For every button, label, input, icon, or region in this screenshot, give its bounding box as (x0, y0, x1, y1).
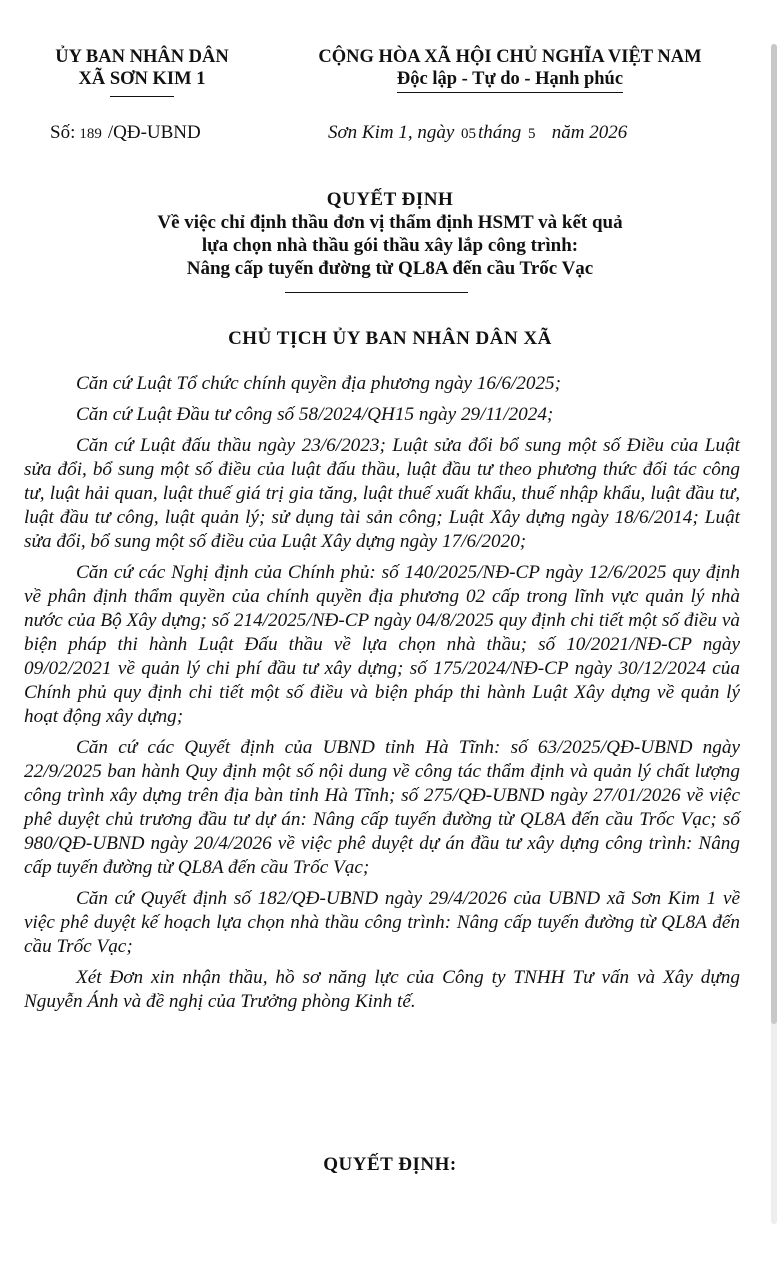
title-underline (285, 292, 468, 293)
document-date (328, 122, 627, 144)
decision-heading: QUYẾT ĐỊNH: (323, 1154, 457, 1175)
title-subtitle-line: Về việc chỉ định thầu đơn vị thẩm định HSMT và kết quả (157, 212, 623, 233)
doc-date-year: năm 2026 (551, 122, 628, 143)
chairman-heading: CHỦ TỊCH ỦY BAN NHÂN DÂN XÃ (228, 328, 552, 349)
doc-number-suffix: /QĐ-UBND (107, 122, 201, 143)
authority-divider (110, 96, 174, 97)
consideration-paragraph: Xét Đơn xin nhận thầu, hồ sơ năng lực của Công ty TNHH Tư vấn và Xây dựng Nguyễn Ánh và đề nghị của Trưởng phòng Kinh tế. (24, 967, 740, 1012)
national-motto: Độc lập - Tự do - Hạnh phúc (397, 68, 623, 93)
scrollbar-thumb[interactable] (771, 44, 777, 1024)
document-number (50, 122, 201, 144)
legal-bases (24, 372, 740, 1021)
doc-date-place: Sơn Kim 1, ngày (328, 122, 455, 143)
doc-date-month-label: tháng (478, 122, 522, 143)
doc-date-day: 05 (461, 126, 476, 142)
decision-title (20, 188, 760, 280)
commune-name: XÃ SƠN KIM 1 (78, 69, 206, 89)
authority-name: ỦY BAN NHÂN DÂN (55, 47, 229, 67)
nation-name: CỘNG HÒA XÃ HỘI CHỦ NGHĨA VIỆT NAM (318, 47, 702, 67)
national-header (276, 46, 744, 93)
issuing-authority-header (22, 46, 262, 97)
legal-basis-paragraph: Căn cứ Quyết định số 182/QĐ-UBND ngày 29/4/2026 của UBND xã Sơn Kim 1 về việc phê duyệt kế hoạch lựa chọn nhà thầu công trình: Nâng cấp tuyến đường từ QL8A đến cầu Trốc Vạc; (24, 888, 740, 957)
legal-basis-paragraph: Căn cứ Luật Tổ chức chính quyền địa phương ngày 16/6/2025; (76, 373, 562, 394)
doc-date-month: 5 (528, 126, 536, 142)
legal-basis-paragraph: Căn cứ các Nghị định của Chính phủ: số 140/2025/NĐ-CP ngày 12/6/2025 quy định về phân định thẩm quyền của chính quyền địa phương 02 cấp trong lĩnh vực quản lý nhà nước của Bộ Xây dựng; số 214/2025/NĐ-CP ngày 04/8/2025 quy định chi tiết một số điều và biện pháp thi hành Luật Đấu thầu về lựa chọn nhà thầu; số 10/2021/NĐ-CP ngày 09/02/2021 về quản lý chi phí đầu tư xây dựng; số 175/2024/NĐ-CP ngày 30/12/2024 của Chính phủ quy định chi tiết một số điều và biện pháp thi hành Luật Xây dựng về quản lý hoạt động xây dựng; (24, 562, 740, 727)
title-subtitle-line: lựa chọn nhà thầu gói thầu xây lắp công trình: (201, 235, 579, 256)
legal-basis-paragraph: Căn cứ Luật Đầu tư công số 58/2024/QH15 ngày 29/11/2024; (76, 404, 554, 425)
legal-basis-paragraph: Căn cứ Luật đấu thầu ngày 23/6/2023; Luật sửa đổi bổ sung một số Điều của Luật sửa đổi, bổ sung một số điều của luật đấu thầu, luật đầu tư theo phương thức đối tác công tư, luật hải quan, luật thuế giá trị gia tăng, luật thuế xuất khẩu, thuế nhập khẩu, luật đầu tư, luật đầu tư công, luật quản lý; sử dụng tài sản công; Luật Xây dựng ngày 18/6/2014; Luật sửa đổi, bổ sung một số điều của Luật Xây dựng ngày 17/6/2020; (24, 435, 740, 552)
vertical-scrollbar[interactable] (771, 44, 777, 1224)
legal-basis-paragraph: Căn cứ các Quyết định của UBND tỉnh Hà Tĩnh: số 63/2025/QĐ-UBND ngày 22/9/2025 ban hành Quy định một số nội dung về công tác thẩm định và quản lý chất lượng công trình xây dựng trên địa bàn tỉnh Hà Tĩnh; số 275/QĐ-UBND ngày 27/01/2026 về việc phê duyệt chủ trương đầu tư dự án: Nâng cấp tuyến đường từ QL8A đến cầu Trốc Vạc; số 980/QĐ-UBND ngày 20/4/2026 về việc phê duyệt dự án đầu tư xây dựng công trình: Nâng cấp tuyến đường từ QL8A đến cầu Trốc Vạc; (24, 737, 740, 878)
title-main: QUYẾT ĐỊNH (326, 189, 454, 210)
doc-number-value: 189 (79, 126, 102, 142)
title-subtitle-line: Nâng cấp tuyến đường từ QL8A đến cầu Trốc Vạc (186, 258, 594, 279)
doc-number-prefix: Số: (50, 122, 76, 143)
